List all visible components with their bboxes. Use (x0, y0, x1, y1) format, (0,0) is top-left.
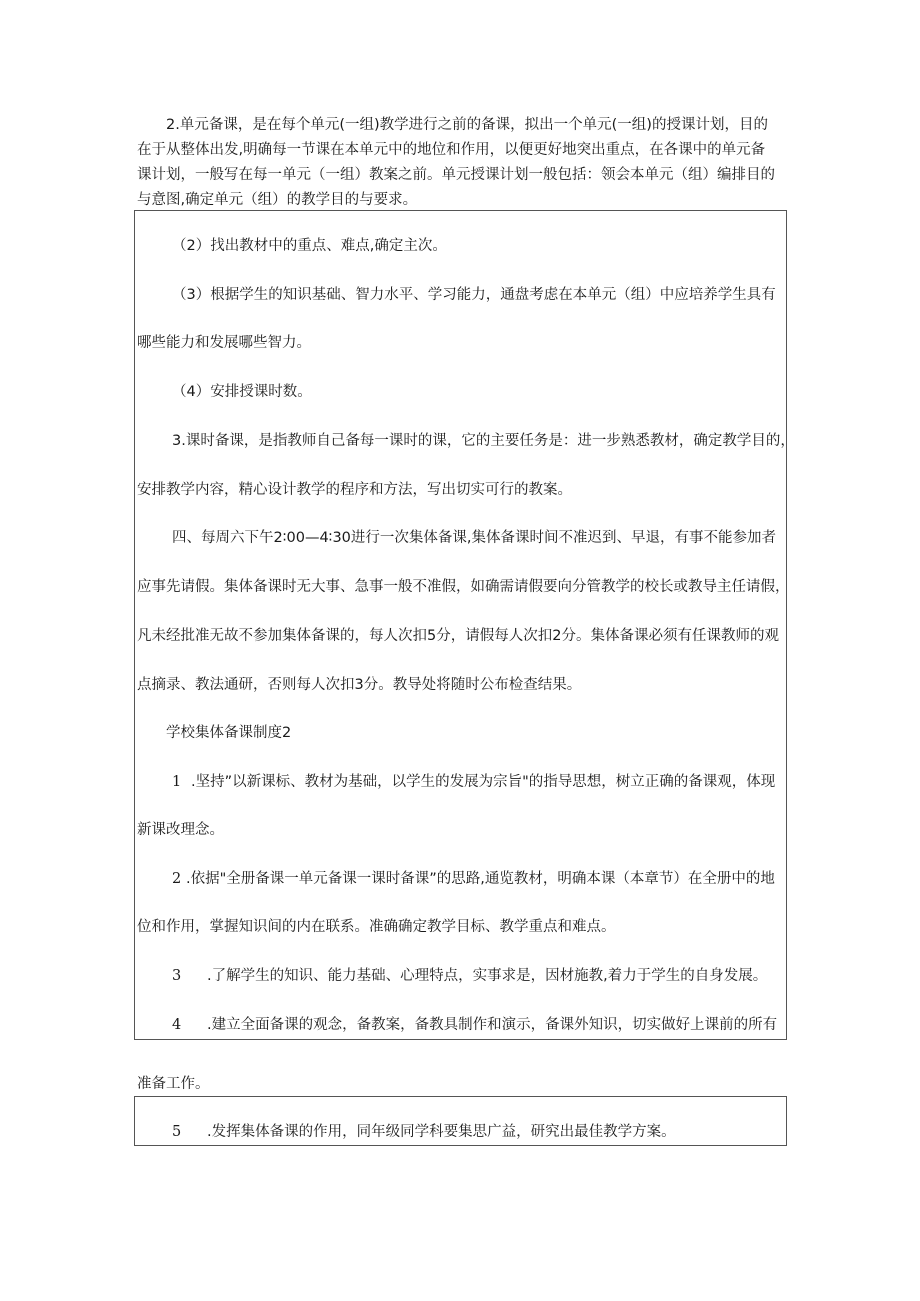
lesson-line-1: 3.课时备课，是指教师自己备每一课时的课，它的主要任务是：进一步熟悉教材，确定教学目的， (172, 433, 795, 449)
rule-3-line-1: .了解学生的知识、能力基础、心理特点，实事求是，因材施教,着力于学生的自身发展。 (207, 968, 768, 984)
rule-four-line-2: 应事先请假。集体备课时无大事、急事一般不准假，如确需请假要向分管教学的校长或教导主任请假， (137, 579, 790, 595)
intro-line-2: 在于从整体出发,明确每一节课在本单元中的地位和作用，以便更好地突出重点，在各课中的单元备 (137, 142, 766, 158)
rule-2-line-1: .依据"全册备课一单元备课一课时备课”的思路,通览教材，明确本课（本章节）在全册中的地 (186, 871, 775, 887)
intro-line-1: 2.单元备课，是在每个单元(一组)教学进行之前的备课，拟出一个单元(一组)的授课计划，目的 (166, 117, 768, 133)
rule-5-number: 5 (172, 1124, 182, 1140)
rule-1-number: 1 (172, 774, 182, 790)
item-4: （4）安排授课时数。 (172, 384, 312, 400)
item-3-line-1: （3）根据学生的知识基础、智力水平、学习能力，通盘考虑在本单元（组）中应培养学生具有 (172, 287, 776, 303)
item-3-line-2: 哪些能力和发展哪些智力。 (137, 335, 311, 351)
rule-4-line-2: 准备工作。 (137, 1076, 210, 1092)
rule-four-line-1: 四、每周六下午2∶00—4∶30进行一次集体备课,集体备课时间不准迟到、早退，有事不能参加者 (172, 530, 777, 546)
rule-3-number: 3 (172, 968, 182, 984)
rule-four-line-3: 凡未经批准无故不参加集体备课的，每人次扣5分，请假每人次扣2分。集体备课必须有任课教师的观 (137, 628, 779, 644)
intro-line-4: 与意图,确定单元（组）的教学目的与要求。 (137, 192, 418, 208)
rule-5-line-1: .发挥集体备课的作用，同年级同学科要集思广益，研究出最佳教学方案。 (207, 1124, 676, 1140)
rule-4-number: 4 (172, 1017, 182, 1033)
rule-four-line-4: 点摘录、教法通研，否则每人次扣3分。教导处将随时公布检查结果。 (137, 677, 582, 693)
rule-1-line-2: 新课改理念。 (137, 822, 224, 838)
intro-line-3: 课计划，一般写在每一单元（一组）教案之前。单元授课计划一般包括：领会本单元（组）编排目的 (137, 167, 775, 183)
lesson-line-2: 安排教学内容，精心设计教学的程序和方法，写出切实可行的教案。 (137, 482, 572, 498)
rule-4-line-1: .建立全面备课的观念，备教案，备教具制作和演示，备课外知识，切实做好上课前的所有 (207, 1017, 778, 1033)
item-2: （2）找出教材中的重点、难点,确定主次。 (172, 238, 447, 254)
rule-1-line-1: .坚持”以新课标、教材为基础，以学生的发展为宗旨"的指导思想，树立正确的备课观，体现 (191, 774, 776, 790)
rule-2-number: 2 (172, 871, 182, 887)
rule-2-line-2: 位和作用，掌握知识间的内在联系。准确确定教学目标、教学重点和难点。 (137, 919, 616, 935)
section-title: 学校集体备课制度2 (166, 725, 292, 741)
